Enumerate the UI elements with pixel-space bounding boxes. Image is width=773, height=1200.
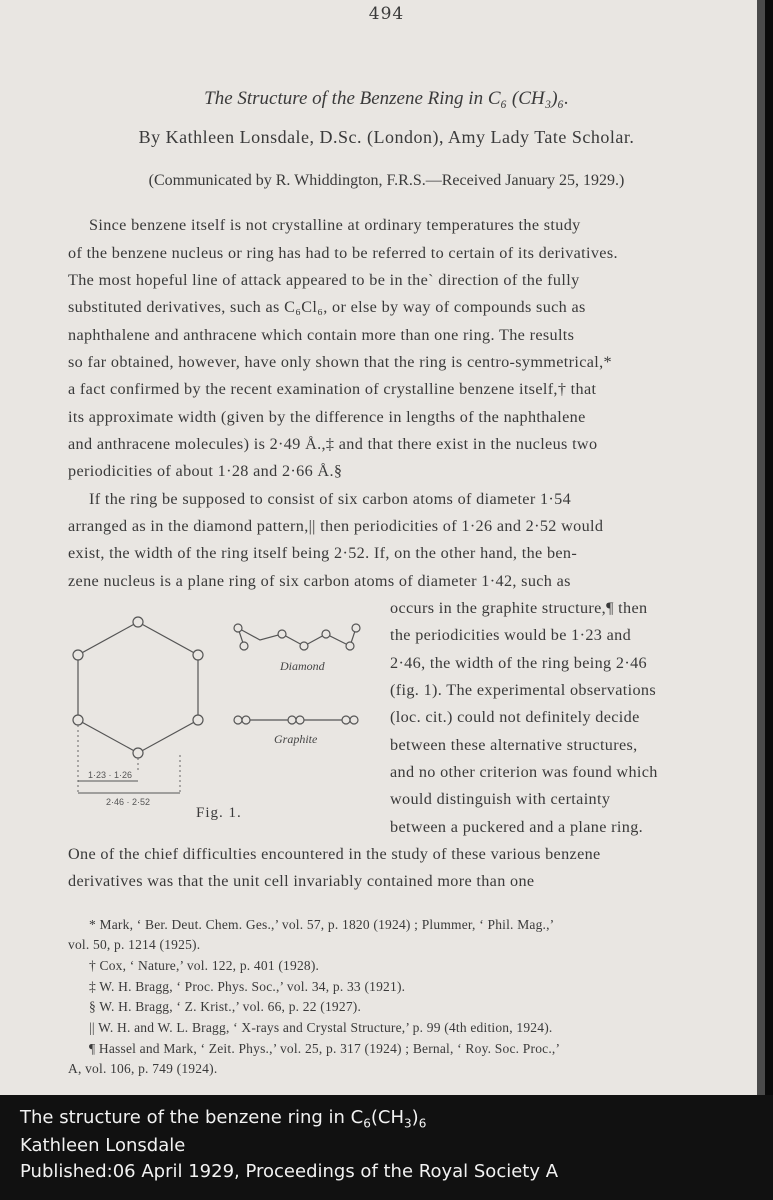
hexagon-ring	[73, 617, 203, 758]
body-line: One of the chief difficulties encountered in the study of these various benzene	[68, 845, 601, 863]
footnote-line: ¶ Hassel and Mark, ‘ Zeit. Phys.,’ vol. 25, p. 317 (1924) ; Bernal, ‘ Roy. Soc. Proc.,’	[89, 1041, 561, 1056]
body-line: arranged as in the diamond pattern,|| then periodicities of 1·26 and 2·52 would	[68, 517, 604, 535]
footnote-line: vol. 50, p. 1214 (1925).	[68, 937, 201, 952]
caption-title: The structure of the benzene ring in $C_6(CH_3)_6$	[20, 1107, 427, 1131]
figure-1-diagram	[60, 600, 380, 830]
side-line: 2·46, the width of the ring being 2·46	[390, 654, 647, 672]
body-line: of the benzene nucleus or ring has had to be referred to certain of its derivatives.	[68, 244, 618, 262]
figure-caption: Fig. 1.	[196, 805, 242, 821]
body-line: Since benzene itself is not crystalline at ordinary temperatures the study	[89, 216, 581, 234]
image-caption-bar	[0, 1095, 773, 1200]
body-line: zene nucleus is a plane ring of six carbon atoms of diameter 1·42, such as	[68, 572, 571, 590]
body-line: The most hopeful line of attack appeared to be in the` direction of the fully	[68, 271, 580, 289]
footnote-line: § W. H. Bragg, ‘ Z. Krist.,’ vol. 66, p. 22 (1927).	[89, 999, 362, 1014]
diamond-chain	[234, 624, 360, 650]
body-line: naphthalene and anthracene which contain more than one ring. The results	[68, 326, 575, 344]
footnote-line: || W. H. and W. L. Bragg, ‘ X-rays and Crystal Structure,’ p. 99 (4th edition, 1924).	[89, 1020, 553, 1035]
dimension-outer: 2·46 · 2·52	[106, 797, 151, 807]
body-line: its approximate width (given by the difference in lengths of the naphthalene	[68, 408, 586, 426]
page-number: 494	[368, 4, 405, 24]
communicated-line: (Communicated by R. Whiddington, F.R.S.—Received January 25, 1929.)	[148, 172, 625, 189]
footnote-line: † Cox, ‘ Nature,’ vol. 122, p. 401 (1928).	[89, 958, 320, 973]
body-line: If the ring be supposed to consist of six carbon atoms of diameter 1·54	[89, 490, 572, 508]
side-line: between a puckered and a plane ring.	[390, 818, 644, 836]
graphite-chain	[234, 716, 358, 724]
body-line: so far obtained, however, have only shown that the ring is centro-symmetrical,*	[68, 353, 612, 371]
side-line: the periodicities would be 1·23 and	[390, 626, 632, 644]
caption-published: Published:06 April 1929, Proceedings of the Royal Society A	[20, 1161, 559, 1182]
page-edge	[757, 0, 765, 1095]
body-line: substituted derivatives, such as C₆Cl₆, or else by way of compounds such as	[68, 298, 586, 316]
footnote-line: A, vol. 106, p. 749 (1924).	[68, 1061, 218, 1076]
graphite-label: Graphite	[274, 732, 318, 746]
dimension-inner: 1·23 · 1·26	[88, 770, 133, 780]
side-line: would distinguish with certainty	[390, 790, 611, 808]
footnote-line: * Mark, ‘ Ber. Deut. Chem. Ges.,’ vol. 57, p. 1820 (1924) ; Plummer, ‘ Phil. Mag.,’	[89, 917, 555, 932]
side-line: (loc. cit.) could not definitely decide	[390, 708, 640, 726]
body-line: derivatives was that the unit cell invariably contained more than one	[68, 872, 535, 890]
body-line: exist, the width of the ring itself being 2·52. If, on the other hand, the ben-	[68, 544, 578, 562]
body-line: a fact confirmed by the recent examination of crystalline benzene itself,† that	[68, 380, 597, 398]
side-line: (fig. 1). The experimental observations	[390, 681, 656, 699]
article-title: The Structure of the Benzene Ring in C₆ (CH₃)₆.	[204, 88, 569, 109]
body-line: and anthracene molecules) is 2·49 Å.,‡ and that there exist in the nucleus two	[68, 435, 598, 453]
diamond-label: Diamond	[280, 659, 325, 673]
side-line: occurs in the graphite structure,¶ then	[390, 599, 648, 617]
body-line: periodicities of about 1·28 and 2·66 Å.§	[68, 462, 343, 480]
caption-author: Kathleen Lonsdale	[20, 1135, 186, 1156]
footnote-line: ‡ W. H. Bragg, ‘ Proc. Phys. Soc.,’ vol. 34, p. 33 (1921).	[89, 979, 406, 994]
side-line: between these alternative structures,	[390, 736, 638, 754]
dimension-guides	[78, 725, 180, 795]
side-line: and no other criterion was found which	[390, 763, 658, 781]
dimension-arrows	[78, 781, 180, 793]
author-line: By Kathleen Lonsdale, D.Sc. (London), Amy Lady Tate Scholar.	[138, 127, 635, 147]
